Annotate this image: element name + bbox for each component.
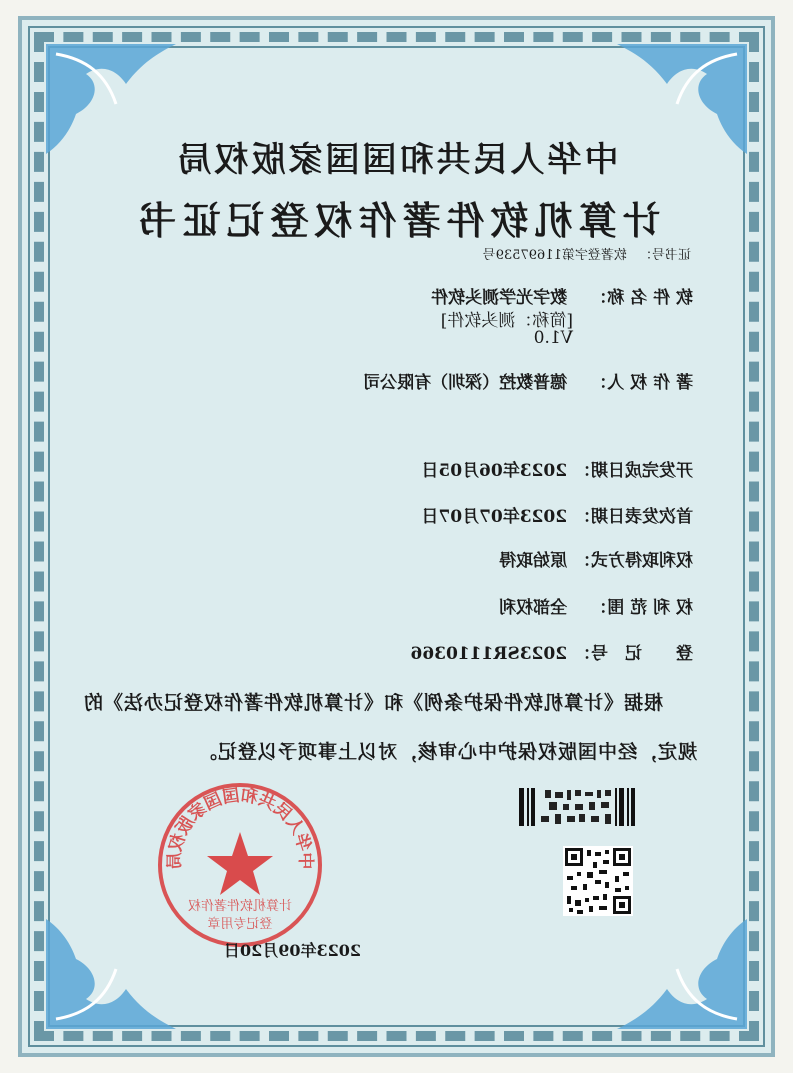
field-value: 2023SR1110366 — [410, 644, 568, 664]
seal-icon — [155, 780, 325, 950]
field-software-name — [431, 283, 693, 308]
certificate-number-value: 软著登字第11697539号 — [482, 248, 627, 263]
field-rights-scope — [499, 593, 693, 618]
field-label: 权利取得方式： — [574, 551, 693, 571]
software-short-name: [简称：测头软件] — [440, 311, 573, 331]
seal-ring-text: 中华人民共和国国家版权局 — [164, 785, 316, 870]
field-copyright-owner — [363, 368, 693, 393]
issue-date: 2023年09月20日 — [223, 941, 361, 960]
field-first-publish-date — [421, 502, 693, 527]
seal-inner-line-1: 计算机软件著作权 — [187, 899, 293, 914]
seal-inner-line-2: 登记专用章 — [207, 917, 273, 932]
issuing-authority: 中华人民共和国国家版权局 — [174, 140, 619, 180]
field-value: 德普数控（深圳）有限公司 — [363, 373, 568, 393]
field-value: 全部权利 — [499, 598, 568, 618]
certificate-number — [483, 244, 691, 263]
corner-ornament-bottom-left-icon — [617, 919, 747, 1029]
barcode-icon — [517, 788, 635, 826]
statement-line-2: 规定，经中国版权保护中心审核，对以上事项予以登记。 — [196, 741, 697, 763]
field-label: 开发完成日期： — [574, 461, 693, 481]
field-label: 首次发表日期： — [574, 507, 693, 527]
field-label: 登 记 号： — [574, 644, 693, 664]
field-value: 2023年07月07日 — [421, 507, 568, 527]
field-registration-no — [411, 639, 693, 664]
official-seal — [155, 780, 325, 950]
field-label: 软 件 名 称： — [590, 288, 693, 308]
qr-code-icon — [563, 846, 633, 916]
field-dev-complete-date — [421, 456, 693, 481]
field-label: 著 作 权 人： — [590, 373, 693, 393]
certificate-number-label: 证书号： — [638, 248, 691, 263]
field-label: 权 利 范 围： — [590, 598, 693, 618]
field-acquisition-method — [499, 546, 693, 571]
field-value: 2023年06月05日 — [421, 461, 568, 481]
software-version: V1.0 — [533, 328, 573, 348]
field-value: 数字光学测头软件 — [431, 288, 568, 308]
certificate-title: 计算机软件著作权登记证书 — [132, 198, 661, 243]
field-value: 原始取得 — [499, 551, 568, 571]
statement-line-1: 根据《计算机软件保护条例》和《计算机软件著作权登记办法》的 — [82, 692, 663, 714]
